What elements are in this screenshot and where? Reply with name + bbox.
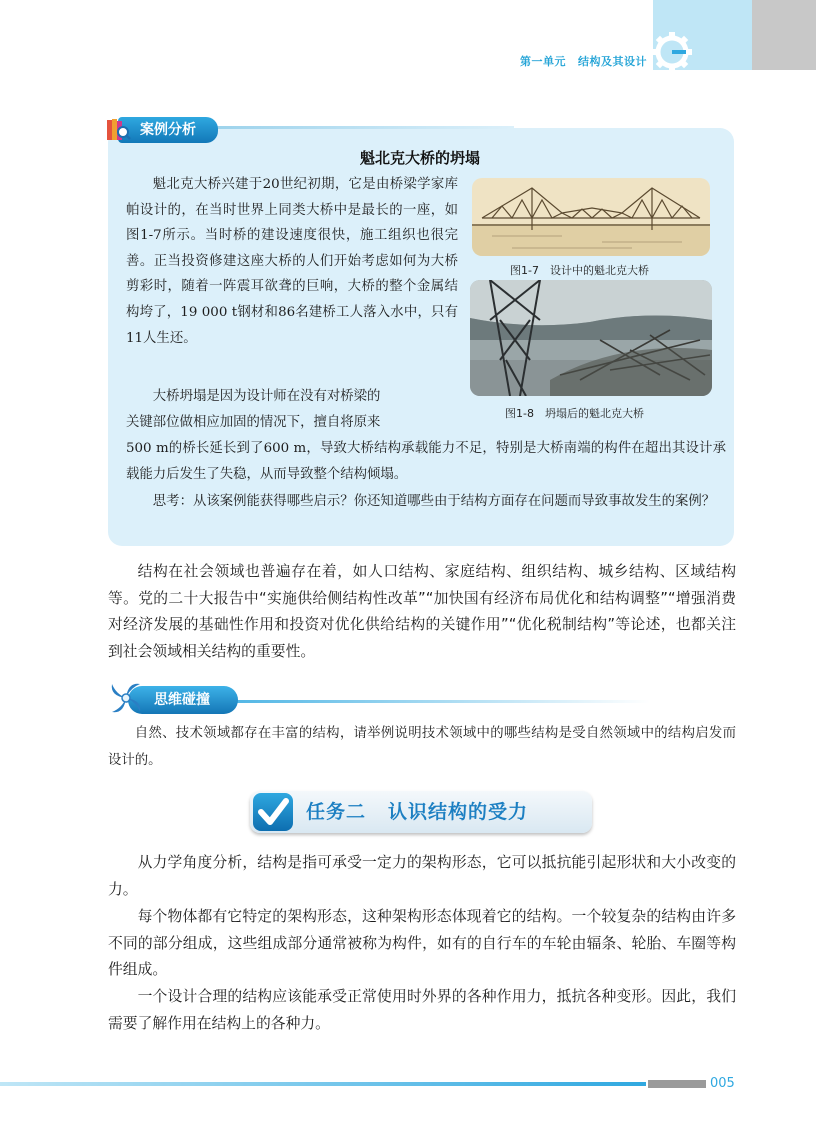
header-gray-block	[752, 0, 816, 70]
case-analysis-badge: 案例分析	[118, 117, 218, 143]
page-number: 005	[710, 1076, 735, 1091]
force-paragraph-2: 每个物体都有它特定的架构形态，这种架构形态体现着它的结构。一个较复杂的结构由许多不同的部分组成，这些组成部分通常被称为构件，如有的自行车的车轮由辐条、轮胎、车圈等构件组成。	[108, 908, 736, 978]
task-name: 认识结构的受力	[388, 801, 529, 823]
case-title: 魁北克大桥的坍塌	[359, 149, 480, 167]
chapter-label: 结构及其设计	[578, 55, 647, 68]
force-paragraph-1: 从力学角度分析，结构是指可承受一定力的架构形态，它可以抵抗能引起形状和大小改变的力。	[108, 854, 736, 898]
force-paragraph-3: 一个设计合理的结构应该能承受正常使用时外界的各种作用力，抵抗各种变形。因此，我们需要了解作用在结构上的各种力。	[108, 988, 736, 1032]
case-paragraph-2-line-2: 关键部位做相应加固的情况下，擅自将原来	[126, 415, 381, 430]
task-label: 任务二	[306, 801, 367, 823]
thinking-badge: 思维碰撞	[128, 686, 238, 714]
case-paragraph-2-line-3: 500 m的桥长延长到了600 m，导致大桥结构承载能力不足，特别是大桥南端的构件在超出其设计承载能力后发生了失稳，从而导致整个结构倾塌。	[126, 441, 726, 482]
figure-1-7-caption: 图1-7 设计中的魁北克大桥	[510, 264, 649, 277]
case-paragraph-1: 魁北克大桥兴建于20世纪初期，它是由桥梁学家库帕设计的，在当时世界上同类大桥中是最长的一座，如图1-7所示。当时桥的建设速度很快，施工组织也很完善。正当投资修建这座大桥的人们开始考虑如何为大桥剪彩时，随着一阵震耳欲聋的巨响，大桥的整个金属结构垮了，19 000 t钢材和86名建桥工人落入水中，只有11人生还。	[126, 177, 458, 346]
case-paragraph-2-line-1: 大桥坍塌是因为设计师在没有对桥梁的	[152, 389, 381, 404]
task-title	[306, 797, 528, 824]
case-think-question: 思考：从该案例能获得哪些启示？你还知道哪些由于结构方面存在问题而导致事故发生的案例？	[152, 494, 716, 509]
running-header	[520, 53, 659, 69]
unit-label: 第一单元	[520, 55, 566, 68]
books-magnifier-icon	[104, 116, 132, 144]
checkmark-icon	[253, 793, 293, 831]
bridge-design-illustration	[472, 178, 710, 256]
swirl-spark-icon	[106, 678, 146, 718]
bridge-collapse-photo	[470, 280, 712, 396]
footer-gray-bar	[648, 1080, 706, 1088]
figure-1-8-caption: 图1-8 坍塌后的魁北克大桥	[505, 407, 644, 420]
footer-rule	[0, 1082, 646, 1086]
thinking-text: 自然、技术领域都存在丰富的结构，请举例说明技术领域中的哪些结构是受自然领域中的结构启发而设计的。	[108, 726, 736, 768]
social-structure-paragraph: 结构在社会领域也普遍存在着，如人口结构、家庭结构、组织结构、城乡结构、区域结构等。党的二十大报告中“实施供给侧结构性改革”“加快国有经济布局优化和结构调整”“增强消费对经济发展的基础性作用和投资对优化供给结构的关键作用”“优化税制结构”等论述，也都关注到社会领域相关结构的重要性。	[108, 563, 736, 660]
